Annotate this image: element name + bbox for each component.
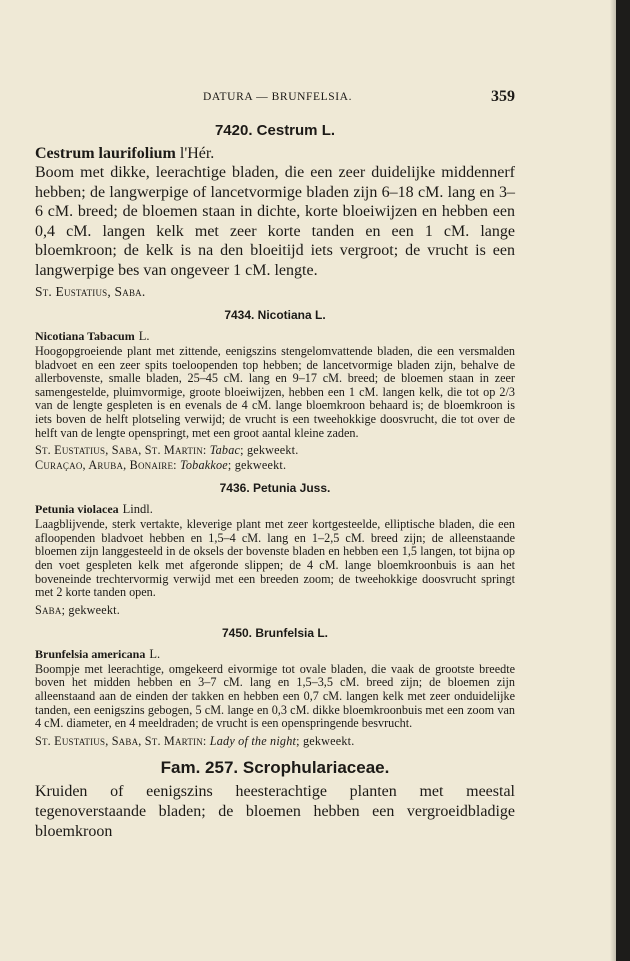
locality-note: ; gekweekt. (61, 602, 120, 617)
entry-brunfelsia (35, 625, 515, 749)
locality-places: St. Eustatius, Saba, St. Martin: (35, 443, 207, 458)
species-description: Boom met dikke, leerachtige bladen, die een zeer duidelijke middennerf hebben; de langwerpige of lancetvormige bladen zijn 6–18 cM. lang en 3–6 cM. breed; de bloemen staan in dichte, korte bloeiwijzen en hebben een 0,4 cM. langen kelk met zeer korte tanden en een 1 cM. lange bloemkroon; de kelk is na den bloeitijd iets vergroot; de vrucht is een langwerpige bes van ongeveer 1 cM. lengte. (35, 164, 515, 279)
locality: St. Eustatius, Saba. (35, 284, 146, 299)
species-name: Nicotiana Tabacum (35, 329, 135, 343)
genus-heading: 7450. Brunfelsia L. (221, 625, 329, 640)
family-heading: Fam. 257. Scrophulariaceae. (160, 757, 390, 777)
running-head (35, 88, 515, 108)
book-binding-edge (616, 0, 630, 961)
vernacular-name: Lady of the night (209, 733, 297, 748)
family-section (35, 757, 515, 842)
species-line (35, 500, 515, 518)
locality-places: Saba (35, 602, 62, 617)
species-name: Cestrum laurifolium (35, 145, 176, 162)
species-line (35, 645, 515, 663)
genus-heading: 7420. Cestrum L. (214, 122, 336, 139)
locality-places: St. Eustatius, Saba, St. Martin: (35, 733, 207, 748)
locality-note: ; gekweekt. (240, 443, 299, 458)
species-description: Hoogopgroeiende plant met zittende, eenigszins stengelomvattende bladen, die een versmalden bladvoet en een zeer spits toeloopenden top hebben; de lancetvormige bladen zijn, behalve de allerbovenste, smalle bladen, 25–45 cM. lang en 9–17 cM. breed; de bloemen staan in zeer samengestelde, pluimvormige, groote bloeiwijzen, hebben een 1 cM. langen kelk, die tot op 2/3 van de lengte gespleten is en evenals de 4 cM. lange bloemkroon behaard is; de bloemkroon is iets boven de helft plotseling verwijd; de vrucht is een tweehokkige doosvrucht, die tot over de helft van de lengte openspringt, met een groot aantal kleine zaden. (35, 344, 515, 440)
entry-nicotiana (35, 307, 515, 473)
vernacular-name: Tobakkoe (180, 458, 228, 473)
entry-cestrum (35, 121, 515, 300)
entry-petunia (35, 480, 515, 618)
species-author: L. (149, 646, 161, 661)
locality (35, 734, 515, 749)
vernacular-name: Tabac (209, 443, 241, 458)
species-name: Brunfelsia americana (35, 646, 146, 661)
species-description: Boompje met leerachtige, omgekeerd eivormige tot ovale bladen, die vaak de grootste breedte boven het midden hebben en 3–7 cM. lang en 1,5–3,5 cM. breed zijn; de bloemen zijn alleenstaand aan de einden der takken en hebben een 0,7 cM. langen kelk met zeer onduidelijke tanden, een eenigszins gebogen, 5 cM. lange en 0,3 cM. dikke bloemkroonbuis met een zoom van 4 cM. diameter, en 4 meeldraden; de vrucht is een openspringende besvrucht. (35, 661, 515, 731)
family-description: Kruiden of eenigszins heesterachtige planten met meestal tegenoverstaande bladen; de bloemen hebben een vergroeidbladige bloemkroon (35, 782, 515, 840)
genus-heading: 7436. Petunia Juss. (219, 481, 331, 496)
body-text (35, 121, 515, 842)
locality-note: ; gekweekt. (296, 733, 355, 748)
locality (35, 443, 515, 458)
locality-places: Curaçao, Aruba, Bonaire: (35, 458, 177, 473)
species-author: Lindl. (122, 502, 153, 517)
species-author: l'Hér. (179, 145, 215, 162)
page-number: 359 (491, 88, 515, 105)
species-line (35, 327, 515, 345)
locality (35, 603, 515, 618)
species-line (35, 144, 515, 163)
species-author: L. (138, 329, 150, 343)
locality (35, 458, 515, 473)
running-title: DATURA — BRUNFELSIA. (203, 91, 353, 103)
species-name: Petunia violacea (35, 502, 119, 517)
locality-note: ; gekweekt. (227, 458, 287, 473)
species-description: Laagblijvende, sterk vertakte, kleverige plant met zeer kortgesteelde, elliptische bladen, die een afloopenden bladvoet hebben en 1,5–4 cM. lang en 1–2,5 cM. breed zijn; de alleenstaande bloemen zijn langgesteeld in de oksels der bovenste bladen en hebben een 1,5 langen, tot bijna op den voet gespleten kelk met afgeronde slippen; de 4 cM. lange bloemkroonbuis is aan het boveneinde trechtervormig verwijd met een breeden zoom; de tweehokkige doosvrucht springt met 2 korte tanden open. (35, 517, 515, 600)
genus-heading: 7434. Nicotiana L. (224, 308, 326, 322)
